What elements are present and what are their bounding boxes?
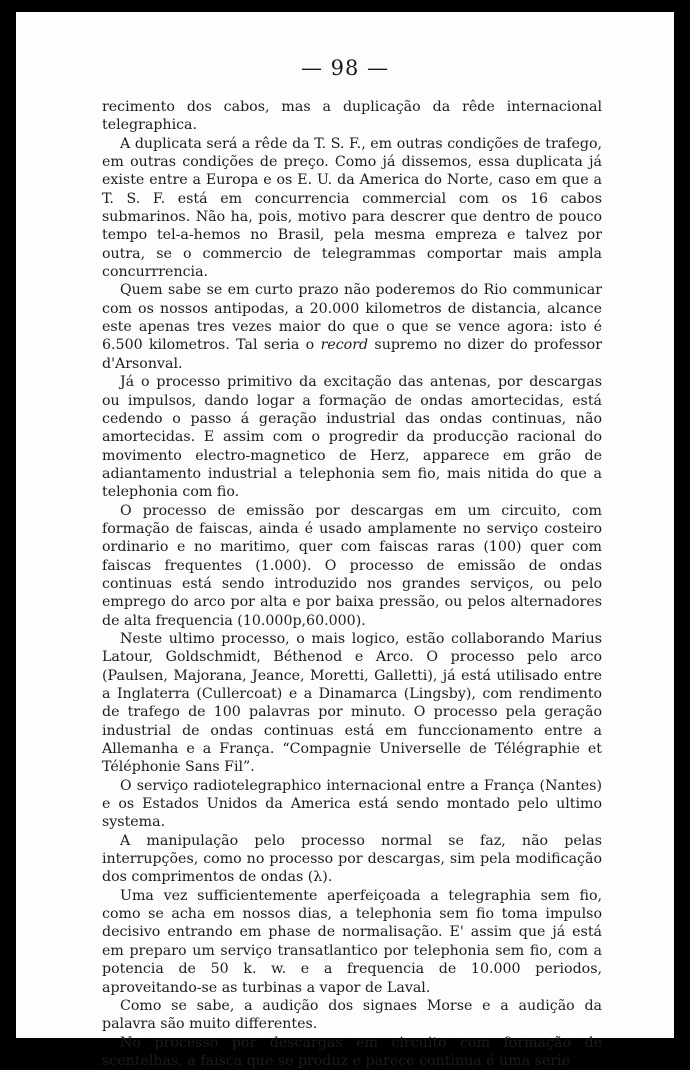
paragraph-9: Uma vez sufficientemente aperfeiçoada a telegraphia sem fio, como se acha em nossos dias, a telephonia sem fio toma impulso decisivo entrando em phase de normalisação. E' assim que já está em preparo um serviço transatlantico por telephonia sem fio, com a potencia de 50 k. w. e a frequencia de 10.000 periodos, aproveitando-se as turbinas a vapor de Laval. — [102, 887, 602, 996]
page-number: — 98 — — [300, 56, 390, 80]
paragraph-4: Já o processo primitivo da excitação das antenas, por descargas ou impulsos, dando logar a formação de ondas amortecidas, está cedendo o passo á geração industrial das ondas continuas, não amortecidas. E assim com o progredir da producção racional do movimento electro-magnetico de Herz, apparece em grão de adiantamento industrial a telephonia sem fio, mais nitida do que a telephonia com fio. — [102, 374, 602, 501]
paragraph-5: O processo de emissão por descargas em um circuito, com formação de faiscas, ainda é usado amplamente no serviço costeiro ordinario e no maritimo, quer com faiscas raras (100) quer com faiscas frequentes (1.000). O processo de emissão de ondas continuas está sendo introduzido nos grandes serviços, ou pelo emprego do arco por alta e por baixa pressão, ou pelos alternadores de alta frequencia (10.000p,60.000). — [102, 502, 602, 629]
paragraph-2: A duplicata será a rêde da T. S. F., em outras condições de trafego, em outras condições de preço. Como já dissemos, essa duplicata já existe entre a Europa e os E. U. da America do Norte, caso em que a T. S. F. está em concurrencia commercial com os 16 cabos submarinos. Não ha, pois, motivo para descrer que dentro de pouco tempo tel-a-hemos no Brasil, pela mesma empreza e talvez por outra, se o commercio de telegrammas comportar mais ampla concurrrencia. — [102, 135, 602, 281]
paragraph-3-italic-record: record — [320, 337, 369, 354]
paragraph-7: O serviço radiotelegraphico internacional entre a França (Nantes) e os Estados Unidos da America está sendo montado pelo ultimo systema. — [102, 777, 602, 831]
paragraph-6: Neste ultimo processo, o mais logico, estão collaborando Marius Latour, Goldschmidt, Béthenod e Arco. O processo pelo arco (Paulsen, Majorana, Jeance, Moretti, Galletti), já está utilisado entre a Inglaterra (Cullercoat) e a Dinamarca (Lingsby), com rendimento de trafego de 100 palavras por minuto. O processo pela geração industrial de ondas continuas está em funccionamento entre a Allemanha e a França. “Compagnie Universelle de Télégraphie et Téléphonie Sans Fil”. — [102, 630, 602, 776]
paragraph-11: No processo por descargas em circuito com formação de scentelhas, a faisca que se produz e parece continua é uma serie — [102, 1034, 602, 1069]
body-text — [102, 98, 602, 1070]
paragraph-1: recimento dos cabos, mas a duplicação da rêde internacional telegraphica. — [102, 99, 602, 134]
paragraph-10: Como se sabe, a audição dos signaes Morse e a audição da palavra são muito differentes. — [102, 997, 602, 1033]
paragraph-3-text-before: Quem sabe se em curto prazo não poderemos do Rio communicar com os nossos antipodas, a 20.000 kilometros de distancia, alcance este apenas tres vezes maior do que o que se vence agora: isto é 6.500 kilometros. Tal seria o — [102, 282, 602, 354]
paragraph-3-text-after: supremo no dizer do professor d'Arsonval. — [102, 337, 602, 372]
paragraph-3 — [102, 281, 602, 373]
paragraph-8: A manipulação pelo processo normal se faz, não pelas interrupções, como no processo por descargas, sim pela modificação dos comprimentos de ondas (λ). — [102, 832, 602, 886]
book-page — [16, 12, 674, 1069]
